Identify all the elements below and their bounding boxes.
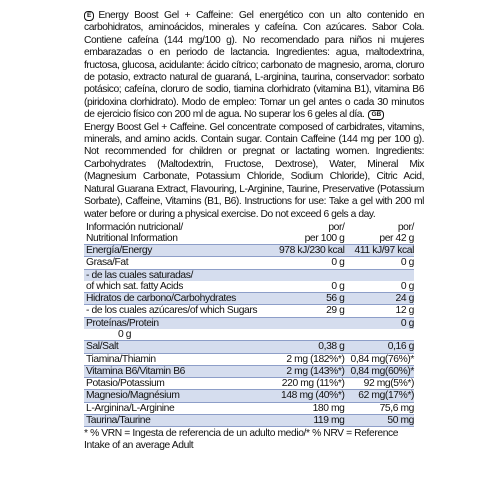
per-portion-value: 62 mg(17%*) [349, 390, 414, 402]
nutrition-row [84, 402, 414, 414]
nutrition-row [84, 329, 414, 341]
nutrition-row [84, 341, 414, 353]
per-100g-value: 0,38 g [272, 341, 348, 353]
nutrient-name: Sal/Salt [84, 341, 272, 353]
nutrient-name: - de las cuales saturadas/ [84, 269, 272, 281]
per-portion-value [349, 329, 414, 341]
per-portion-value: 75,6 mg [349, 402, 414, 414]
nutrient-name: Energía/Energy [84, 244, 272, 256]
per-100g-value [272, 269, 348, 281]
per-portion-value: 92 mg(5%*) [349, 378, 414, 390]
nutrition-row [84, 244, 414, 256]
nutrient-name: Proteínas/Protein [84, 317, 272, 329]
nutrition-row [84, 353, 414, 365]
nutrition-header-subtitle: Nutritional Information [84, 233, 272, 245]
per-100g-value [272, 329, 348, 341]
nutrition-header-row-1 [84, 222, 414, 233]
nutrient-name: Tiamina/Thiamin [84, 353, 272, 365]
per-100g-value: 220 mg (11%*) [272, 378, 348, 390]
per-100g-header-label: por/ [328, 221, 345, 233]
nutrition-row [84, 293, 414, 305]
nutrient-name: - de los cuales azúcares/of which Sugars [84, 305, 272, 317]
per-100g-value: 0 g [272, 257, 348, 269]
nutrition-row [84, 281, 414, 293]
nutrition-footnote: * % VRN = Ingesta de referencia de un adulto medio/* % NRV = Reference Intake of an average Adult [84, 428, 399, 452]
nutrient-name: Hidratos de carbono/Carbohydrates [84, 293, 272, 305]
gb-badge: GB [368, 110, 384, 120]
per-100g-value: 29 g [272, 305, 348, 317]
nutrition-row [84, 305, 414, 317]
per-portion-header-label: por/ [397, 221, 414, 233]
per-portion-value: 411 kJ/97 kcal [349, 244, 414, 256]
per-100g-value: 0 g [272, 281, 348, 293]
nutrient-name: 0 g [84, 329, 272, 341]
nutrient-name: Taurina/Taurine [84, 415, 272, 427]
nutrition-row [84, 365, 414, 377]
per-100g-header-unit: per 100 g [272, 233, 348, 245]
per-portion-value: 0 g [349, 257, 414, 269]
nutrition-row [84, 378, 414, 390]
per-100g-value: 119 mg [272, 415, 348, 427]
per-portion-header-unit: per 42 g [349, 233, 414, 245]
nutrition-row [84, 415, 414, 427]
spanish-description [84, 10, 424, 122]
per-100g-value: 2 mg (143%*) [272, 365, 348, 377]
per-portion-value: 0,16 g [349, 341, 414, 353]
nutrient-name: of which sat. fatty Acids [84, 281, 272, 293]
per-portion-value: 0,84 mg(60%)* [350, 365, 414, 377]
nutrition-row [84, 269, 414, 281]
per-portion-value: 50 mg [349, 415, 414, 427]
per-100g-value: 2 mg (182%*) [272, 353, 348, 365]
per-100g-value: 148 mg (40%*) [272, 390, 348, 402]
spain-badge: E [84, 11, 94, 21]
nutrition-header-title: Información nutricional/ [86, 221, 183, 233]
nutrient-name: Potasio/Potassium [84, 378, 272, 390]
nutrition-row [84, 390, 414, 402]
english-description: Energy Boost Gel + Caffeine. Gel concentrate composed of carbidrates, vitamins, minerals, and amino acids. Contain sugar. Contain Caffeine (144 mg per 100 g). Not recommended for children or pregnat or lactating women. Ingredients: Carbohydrates (Maltodextrin, Fructose, Dextrose), Water, Mineral Mix (Magnesium Carbonate, Potassium Chloride, Sodium Chloride), Citric Acid, Natural Guarana Extract, Flavouring, L-Arginine, Taurine, Preservative (Potassium Sorbate), Caffeine, Vitamins (B1, B6). Instructions for use: Take a gel with 200 ml water before or during a physical exercise. Do not exceed 6 gels a day. [84, 121, 424, 220]
nutrient-name: Vitamina B6/Vitamin B6 [84, 365, 272, 377]
per-portion-value: 0 g [349, 281, 414, 293]
per-portion-value: 0 g [349, 317, 414, 329]
nutrient-name: Magnesio/Magnésium [84, 390, 272, 402]
nutrition-row [84, 317, 414, 329]
per-100g-value [272, 317, 348, 329]
per-portion-value [349, 269, 414, 281]
nutrient-name: Grasa/Fat [84, 257, 272, 269]
nutrition-row [84, 257, 414, 269]
per-100g-value: 56 g [272, 293, 348, 305]
per-portion-value: 0,84 mg(76%)* [350, 353, 414, 365]
nutrition-header-row-2 [84, 233, 414, 245]
nutrition-table [84, 222, 414, 427]
per-portion-value: 12 g [349, 305, 414, 317]
spanish-text: Energy Boost Gel + Caffeine: Gel energético con un alto contenido en carbohidratos, aminoácidos, minerales y cafeína. Con azúcares. Sabor Cola. Contiene cafeína (144 mg/100 g). No recomendado para niños ni mujeres embarazadas o en periodo de lactancia. Ingredientes: agua, maltodextrina, fructosa, glucosa, acidulante: ácido cítrico; carbonato de magnesio, aroma, cloruro de potasio, extracto natural de guaraná, L-arginina, taurina, conservador: sorbato potásico; cafeína, cloruro de sodio, tiamina clorhidrato (vitamina B1), vitamina B6 (piridoxina clorhidrato). Modo de empleo: Tomar un gel antes o cada 30 minutos de ejercicio físico con 200 ml de agua. No superar los 6 geles al día. [84, 10, 424, 121]
product-label [84, 10, 424, 452]
per-100g-value: 180 mg [272, 402, 348, 414]
nutrient-name: L-Arginina/L-Arginine [84, 402, 272, 414]
per-100g-value: 978 kJ/230 kcal [272, 244, 348, 256]
per-portion-value: 24 g [349, 293, 414, 305]
